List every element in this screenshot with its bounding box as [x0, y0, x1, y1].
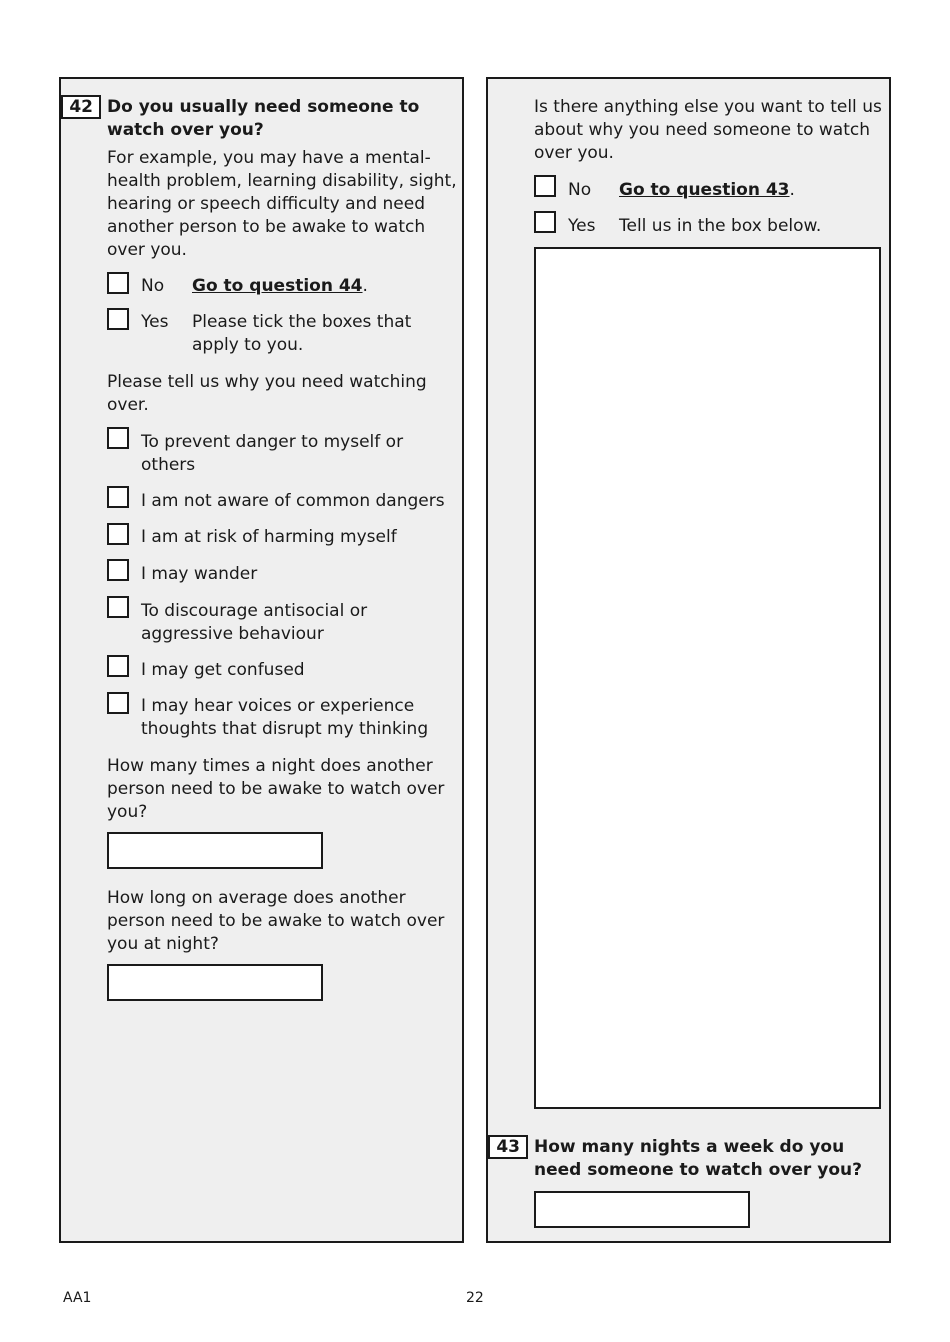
reason-label: I may wander — [141, 564, 258, 584]
reason-label: To discourage antisocial or aggressive behaviour — [141, 601, 368, 644]
reason-label: To prevent danger to myself or others — [141, 432, 404, 475]
question-42-intro: For example, you may have a mental-health problem, learning disability, sight, hearing or speech difficulty and need another person to be awake to watch over you. — [107, 148, 457, 260]
no-checkbox[interactable] — [534, 175, 556, 197]
additional-info-question: Is there anything else you want to tell us about why you need someone to watch over you. — [534, 97, 882, 163]
reason-label: I am not aware of common dangers — [141, 491, 445, 511]
go-to-question-44-instruction: Go to question 44. — [192, 276, 368, 296]
no-checkbox[interactable] — [107, 272, 129, 294]
times-per-night-question: How many times a night does another person need to be awake to watch over you? — [107, 756, 445, 822]
yes-label: Yes — [141, 312, 169, 332]
go-to-question-43-instruction: Go to question 43. — [619, 180, 795, 200]
question-43-title: How many nights a week do you need someone to watch over you? — [534, 1137, 862, 1180]
form-code: AA1 — [63, 1290, 92, 1306]
average-duration-input[interactable] — [107, 964, 323, 1001]
reason-checkbox[interactable] — [107, 559, 129, 581]
go-to-question-43-link[interactable]: Go to question 43 — [619, 180, 790, 200]
nights-per-week-input[interactable] — [534, 1191, 750, 1228]
reason-checkbox[interactable] — [107, 692, 129, 714]
reason-label: I may get confused — [141, 660, 305, 680]
reason-label: I am at risk of harming myself — [141, 527, 397, 547]
reasons-prompt: Please tell us why you need watching over. — [107, 372, 427, 415]
average-duration-question: How long on average does another person need to be awake to watch over you at night? — [107, 888, 445, 954]
yes-checkbox[interactable] — [107, 308, 129, 330]
yes-instruction: Please tick the boxes that apply to you. — [192, 312, 412, 355]
times-per-night-input[interactable] — [107, 832, 323, 869]
additional-info-textarea[interactable] — [534, 247, 881, 1109]
question-42-title: Do you usually need someone to watch over you? — [107, 97, 420, 140]
reason-label: I may hear voices or experience thoughts that disrupt my thinking — [141, 696, 429, 739]
no-label: No — [141, 276, 165, 296]
question-number-badge: 43 — [488, 1135, 528, 1159]
reason-checkbox[interactable] — [107, 523, 129, 545]
additional-info-panel — [486, 77, 891, 1243]
reason-checkbox[interactable] — [107, 655, 129, 677]
yes-instruction: Tell us in the box below. — [619, 216, 822, 236]
no-label: No — [568, 180, 592, 200]
question-number-badge: 42 — [61, 95, 101, 119]
reason-checkbox[interactable] — [107, 427, 129, 449]
reason-checkbox[interactable] — [107, 596, 129, 618]
yes-label: Yes — [568, 216, 596, 236]
question-42-panel — [59, 77, 464, 1243]
reason-checkbox[interactable] — [107, 486, 129, 508]
go-to-question-44-link[interactable]: Go to question 44 — [192, 276, 363, 296]
yes-checkbox[interactable] — [534, 211, 556, 233]
page-number: 22 — [466, 1290, 484, 1306]
